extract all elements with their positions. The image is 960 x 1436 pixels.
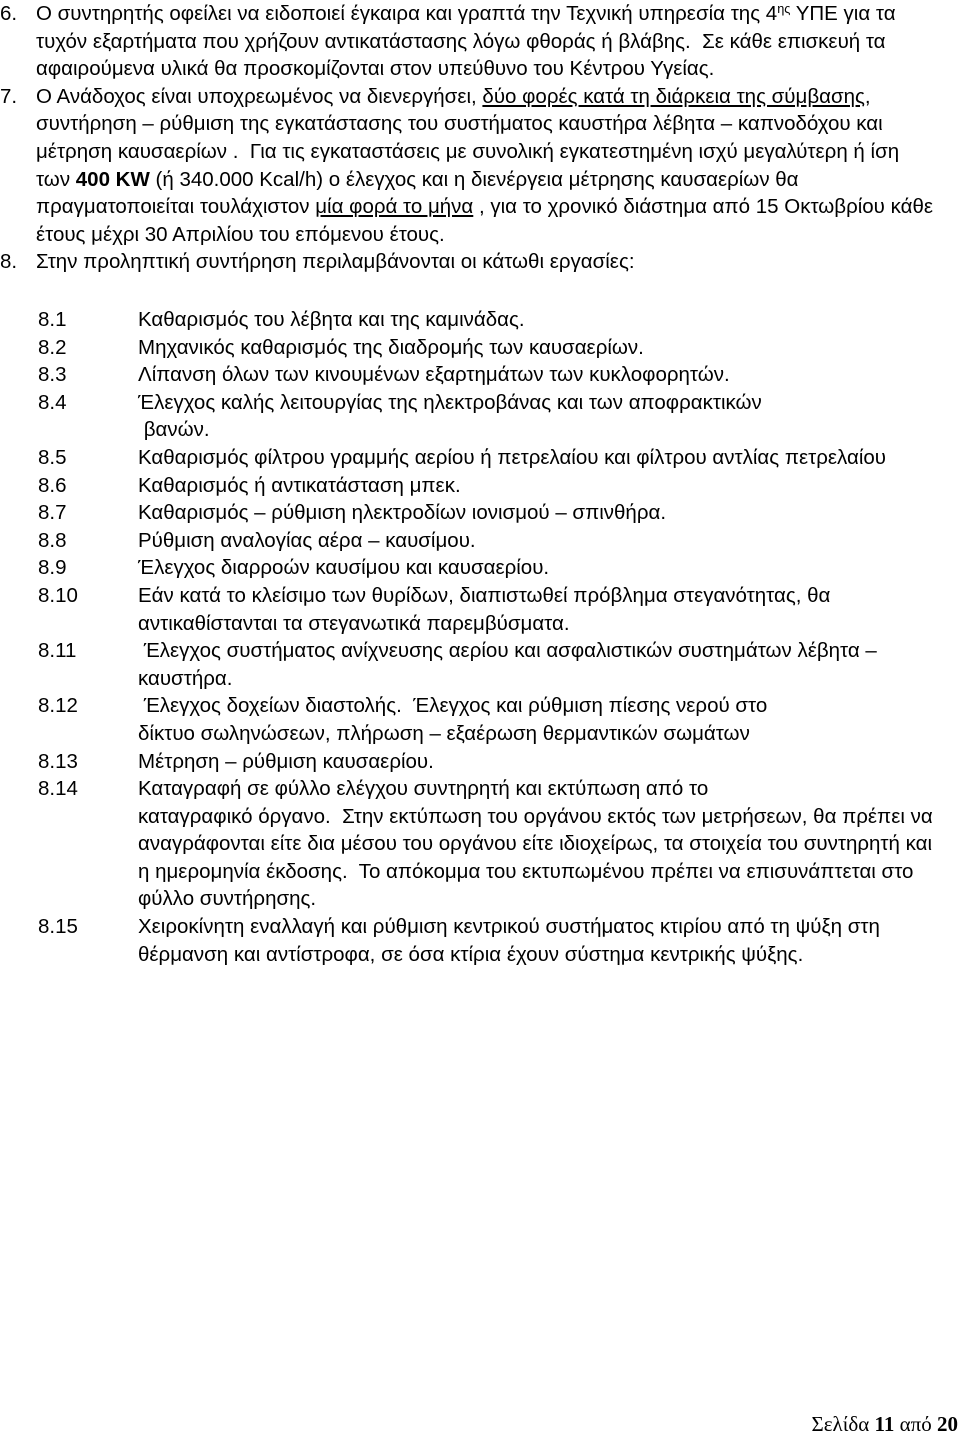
text-run: ΥΠΕ για τα [790,2,896,25]
text-line [36,193,958,221]
text-line: Λίπανση όλων των κινουμένων εξαρτημάτων των κυκλοφορητών. [138,363,730,387]
text-line: Καθαρισμός του λέβητα και της καμινάδας. [138,308,525,331]
text-line: αντικαθίστανται τα στεγανωτικά παρεμβύσματα. [138,611,570,635]
text-line: μέτρηση καυσαερίων . Για τις εγκαταστάσεις με συνολική εγκατεστημένη ισχύ μεγαλύτερη ή ίση [36,139,900,163]
text-line: αναγράφονται είτε δια μέσου του οργάνου είτε ιδιοχείρως, τα στοιχεία του συντηρητή και [138,832,933,856]
task-text [138,389,956,444]
text-line: φύλλο συντήρησης. [138,887,317,911]
page-label: Σελίδα [811,1412,870,1436]
page-number: 11 [874,1412,895,1436]
paragraph-number: 6. [0,2,18,25]
task-number: 8.14 [38,777,78,801]
task-text [138,499,956,527]
task-text [138,554,956,582]
task-list-item [0,444,960,472]
text-line: Έλεγχος δοχείων διαστολής. Έλεγχος και ρύθμιση πίεσης νερού στο [138,694,768,718]
task-text [138,334,956,362]
task-list-item [0,637,960,692]
text-line: αφαιρούμενα υλικά θα προσκομίζονται στον υπεύθυνο του Κέντρου Υγείας. [36,57,715,81]
text-run: Ο Ανάδοχος είναι υποχρεωμένος να διενεργήσει, [36,84,483,108]
task-number: 8.15 [38,915,78,939]
text-line [36,83,958,111]
paragraph-text [36,0,958,83]
maintenance-tasks-list [0,306,960,968]
text-line: τυχόν εξαρτήματα που χρήζουν αντικατάστασης λόγω φθοράς ή βλάβης. Σε κάθε επισκευή τα [36,29,886,53]
numbered-paragraph [0,0,960,83]
task-number: 8.2 [38,335,67,359]
text-run: , για το χρονικό διάστημα από 15 Οκτωβρίου κάθε [473,195,933,219]
text-run: των [36,167,76,191]
text-line: δίκτυο σωληνώσεων, πλήρωση – εξαέρωση θερμαντικών σωμάτων [138,721,750,745]
task-list-item [0,913,960,968]
task-number: 8.1 [38,308,67,331]
text-line: η ημερομηνία έκδοσης. Το απόκομμα του εκτυπωμένου πρέπει να επισυνάπτεται στο [138,859,914,883]
task-list-item [0,554,960,582]
underlined-text: μία φορά το μήνα [315,195,474,219]
text-line: καυστήρα. [138,666,233,690]
text-line: Έλεγχος διαρροών καυσίμου και καυσαερίου. [138,556,550,580]
text-line: Στην προληπτική συντήρηση περιλαμβάνονται οι κάτωθι εργασίες: [36,250,635,274]
text-run: Ο συντηρητής οφείλει να ειδοποιεί έγκαιρα και γραπτά την Τεχνική υπηρεσία της 4 [36,2,778,25]
page-footer [812,1412,958,1436]
task-list-item [0,748,960,776]
task-number: 8.4 [38,390,67,414]
text-line: Καθαρισμός ή αντικατάσταση μπεκ. [138,473,461,497]
text-line: θέρμανση και αντίστροφα, σε όσα κτίρια έχουν σύστημα κεντρικής ψύξης. [138,942,804,966]
text-line: Καθαρισμός φίλτρου γραμμής αερίου ή πετρελαίου και φίλτρου αντλίας πετρελαίου [138,445,886,469]
task-number: 8.5 [38,445,67,469]
text-run: (ή 340.000 Kcal/h) ο έλεγχος και η διενέργεια μέτρησης καυσαερίων θα [149,167,799,191]
task-text [138,527,956,555]
task-text [138,444,956,472]
paragraph-number: 7. [0,84,18,108]
text-line: βανών. [138,418,210,442]
task-text [138,306,956,334]
text-run: , [864,84,871,108]
text-line: Χειροκίνητη εναλλαγή και ρύθμιση κεντρικού συστήματος κτιρίου από τη ψύξη στη [138,915,880,939]
task-text [138,748,956,776]
text-line [36,0,958,28]
task-list-item [0,582,960,637]
task-number: 8.13 [38,749,78,773]
task-list-item [0,527,960,555]
task-number: 8.12 [38,694,78,718]
task-text [138,637,956,692]
text-line: έτους μέχρι 30 Απριλίου του επόμενου έτους. [36,222,445,246]
task-list-item [0,499,960,527]
task-list-item [0,775,960,913]
task-number: 8.8 [38,528,67,552]
text-line: συντήρηση – ρύθμιση της εγκατάστασης του συστήματος καυστήρα λέβητα – καπνοδόχου και [36,112,883,136]
text-line [36,166,958,194]
numbered-paragraphs [0,0,960,276]
text-line: Εάν κατά το κλείσιμο των θυρίδων, διαπιστωθεί πρόβλημα στεγανότητας, θα [138,583,831,607]
task-text [138,582,956,637]
bold-text: 400 KW [75,167,150,191]
task-number: 8.11 [38,639,77,663]
underlined-text: δύο φορές κατά τη διάρκεια της σύμβασης [482,84,865,108]
superscript-text: ης [777,1,791,17]
paragraph-text [36,83,958,249]
text-line: Καταγραφή σε φύλλο ελέγχου συντηρητή και εκτύπωση από το [138,777,709,801]
task-text [138,775,956,913]
paragraph-text [36,248,958,276]
task-text [138,913,956,968]
text-line: Καθαρισμός – ρύθμιση ηλεκτροδίων ιονισμού – σπινθήρα. [138,501,667,525]
text-line: Μηχανικός καθαρισμός της διαδρομής των καυσαερίων. [138,335,644,359]
task-list-item [0,692,960,747]
text-line: Ρύθμιση αναλογίας αέρα – καυσίμου. [138,528,476,552]
numbered-paragraph [0,83,960,249]
numbered-paragraph [0,248,960,276]
task-text [138,472,956,500]
paragraph-number: 8. [0,250,18,274]
task-list-item [0,361,960,389]
task-list-item [0,334,960,362]
task-number: 8.9 [38,556,67,580]
total-pages: 20 [937,1412,958,1436]
text-line: καταγραφικό όργανο. Στην εκτύπωση του οργάνου εκτός των μετρήσεων, θα πρέπει να [138,804,933,828]
text-line: Μέτρηση – ρύθμιση καυσαερίου. [138,749,434,773]
task-number: 8.6 [38,473,67,497]
task-list-item [0,389,960,444]
task-number: 8.3 [38,363,67,387]
task-text [138,361,956,389]
task-text [138,692,956,747]
task-list-item [0,306,960,334]
text-line: Έλεγχος καλής λειτουργίας της ηλεκτροβάνας και των αποφρακτικών [138,390,762,414]
text-line: Έλεγχος συστήματος ανίχνευσης αερίου και ασφαλιστικών συστημάτων λέβητα – [138,639,877,663]
of-label: από [899,1412,932,1436]
task-number: 8.7 [38,501,67,525]
task-list-item [0,472,960,500]
task-number: 8.10 [38,583,78,607]
text-run: πραγματοποιείται τουλάχιστον [36,195,316,219]
